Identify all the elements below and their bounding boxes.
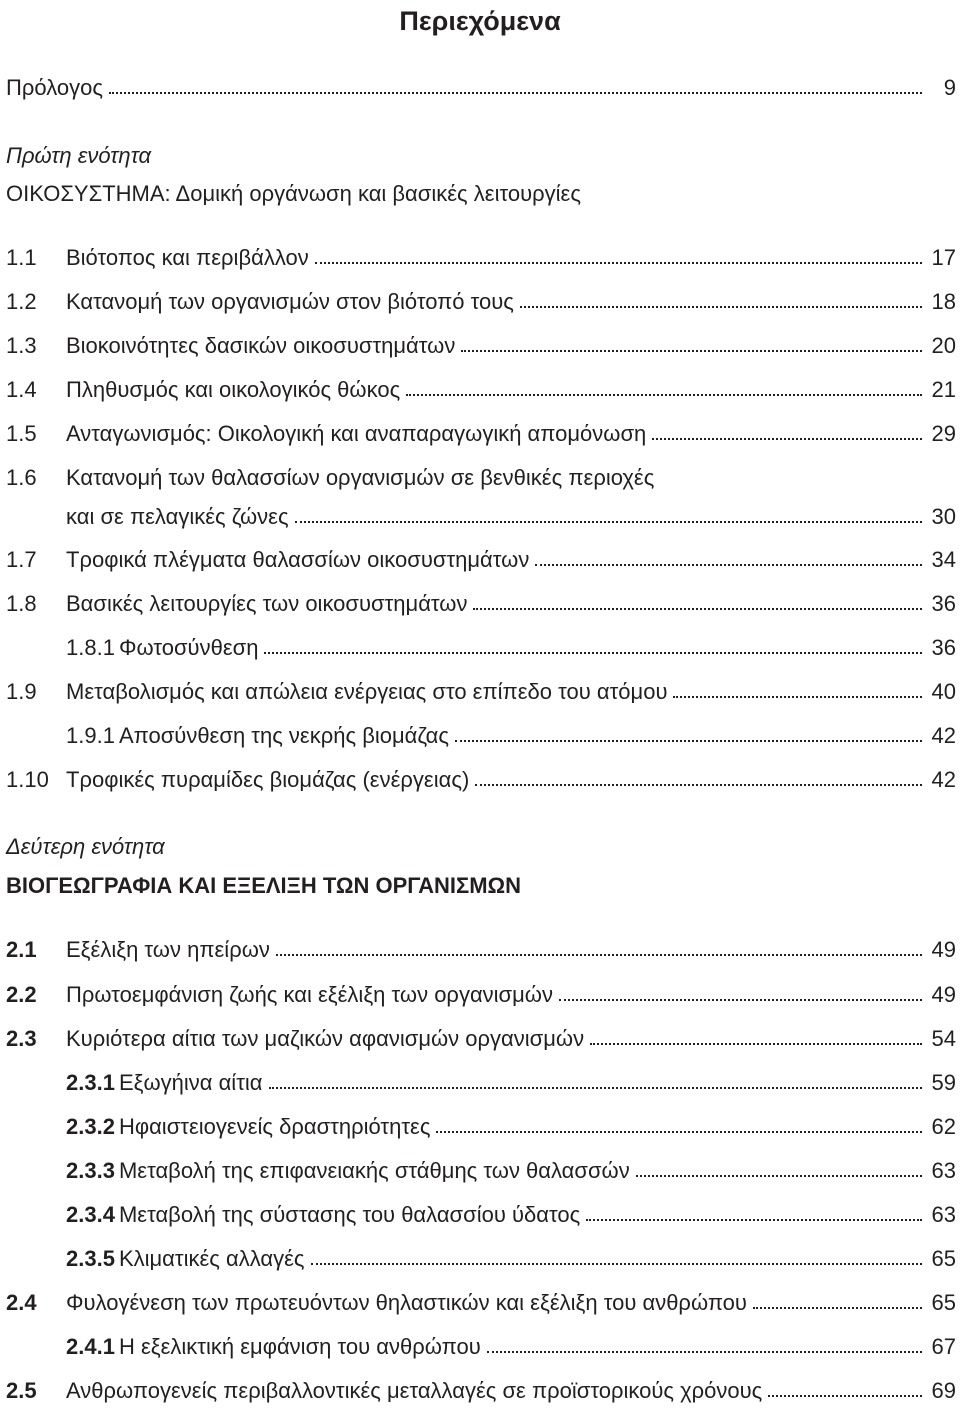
leader-dots (636, 1175, 922, 1177)
entry-text-continued: και σε πελαγικές ζώνες (66, 504, 289, 529)
leader-dots (311, 1263, 922, 1265)
entry-text: Αποσύνθεση της νεκρής βιομάζας (118, 723, 449, 748)
toc-entry[interactable] (6, 243, 956, 273)
entry-page: 29 (931, 421, 956, 446)
entry-number: 1.9.1 (66, 723, 115, 748)
entry-number: 2.3.4 (66, 1202, 115, 1227)
entry-text: Ανθρωπογενείς περιβαλλοντικές μεταλλαγές σε προϊστορικούς χρόνους (66, 1378, 763, 1403)
entry-page: 49 (931, 937, 956, 962)
toc-subentry[interactable] (6, 1156, 956, 1186)
leader-dots (315, 262, 922, 264)
entry-number: 2.1 (6, 937, 37, 962)
entry-number: 2.3.1 (66, 1070, 115, 1095)
leader-dots (406, 394, 922, 396)
entry-text: Τροφικά πλέγματα θαλασσίων οικοσυστημάτων (66, 547, 530, 572)
toc-entry[interactable] (6, 765, 956, 795)
leader-dots (535, 564, 922, 566)
leader-dots (461, 350, 922, 352)
entry-page: 21 (931, 377, 956, 402)
entry-number: 1.8.1 (66, 635, 115, 660)
entry-text: Μεταβολή της επιφανειακής στάθμης των θαλασσών (118, 1158, 630, 1183)
entry-number: 1.2 (6, 289, 37, 314)
entry-page: 42 (931, 767, 956, 792)
entry-text: Πρωτοεμφάνιση ζωής και εξέλιξη των οργανισμών (66, 982, 553, 1007)
entry-page: 63 (931, 1158, 956, 1183)
entry-page: 62 (931, 1114, 956, 1139)
leader-dots (295, 521, 922, 523)
entry-number: 1.10 (6, 767, 49, 792)
entry-number: 1.4 (6, 377, 37, 402)
entry-number: 2.3.2 (66, 1114, 115, 1139)
entry-text: Βιότοπος και περιβάλλον (66, 245, 309, 270)
toc-entry-continuation[interactable] (6, 502, 956, 532)
entry-text: Φωτοσύνθεση (118, 635, 259, 660)
section-1-title: ΟΙΚΟΣΥΣΤΗΜΑ: Δομική οργάνωση και βασικές λειτουργίες (6, 181, 581, 206)
entry-text: Πρόλογος (6, 75, 103, 100)
entry-text: Εξωγήινα αίτια (118, 1070, 263, 1095)
leader-dots (590, 1043, 922, 1045)
entry-number: 1.7 (6, 547, 37, 572)
toc-entry[interactable] (6, 331, 956, 361)
toc-entry-first-line[interactable] (6, 463, 956, 493)
toc-entry[interactable] (6, 589, 956, 619)
entry-number: 2.5 (6, 1378, 37, 1403)
entry-page: 54 (931, 1026, 956, 1051)
entry-number: 2.4 (6, 1290, 37, 1315)
entry-page: 65 (931, 1290, 956, 1315)
toc-entry[interactable] (6, 1376, 956, 1406)
toc-subentry[interactable] (6, 1332, 956, 1362)
leader-dots (586, 1219, 922, 1221)
toc-subentry[interactable] (6, 1068, 956, 1098)
toc-subentry[interactable] (6, 721, 956, 751)
entry-text: Βιοκοινότητες δασικών οικοσυστημάτων (66, 333, 456, 358)
entry-page: 20 (931, 333, 956, 358)
leader-dots (269, 1087, 923, 1089)
leader-dots (109, 92, 922, 94)
entry-text: Μεταβολή της σύστασης του θαλασσίου ύδατος (118, 1202, 581, 1227)
leader-dots (673, 696, 922, 698)
entry-number: 2.3.5 (66, 1246, 115, 1271)
entry-page: 17 (931, 245, 956, 270)
toc-entry[interactable] (6, 935, 956, 965)
entry-number: 1.5 (6, 421, 37, 446)
toc-entry[interactable] (6, 677, 956, 707)
leader-dots (436, 1131, 922, 1133)
entry-text: Πληθυσμός και οικολογικός θώκος (66, 377, 401, 402)
entry-page: 9 (943, 75, 956, 100)
entry-number: 2.2 (6, 982, 37, 1007)
entry-number: 1.8 (6, 591, 37, 616)
page-title: Περιεχόμενα (399, 6, 561, 36)
entry-page: 59 (931, 1070, 956, 1095)
toc-entry[interactable] (6, 545, 956, 575)
entry-text: Ηφαιστειογενείς δραστηριότητες (118, 1114, 431, 1139)
entry-text: Εξέλιξη των ηπείρων (66, 937, 270, 962)
entry-text: Η εξελικτική εμφάνιση του ανθρώπου (118, 1334, 481, 1359)
entry-page: 36 (931, 591, 956, 616)
entry-number: 1.6 (6, 465, 37, 490)
toc-entry[interactable] (6, 1024, 956, 1054)
entry-text: Κατανομή των οργανισμών στον βιότοπό τους (66, 289, 514, 314)
toc-entry-prologue[interactable] (6, 73, 956, 103)
toc-subentry[interactable] (6, 1112, 956, 1142)
entry-page: 18 (931, 289, 956, 314)
entry-page: 36 (931, 635, 956, 660)
entry-page: 49 (931, 982, 956, 1007)
entry-number: 1.1 (6, 245, 37, 270)
section-2-label: Δεύτερη ενότητα (6, 834, 165, 859)
toc-subentry[interactable] (6, 633, 956, 663)
toc-subentry[interactable] (6, 1244, 956, 1274)
leader-dots (520, 306, 922, 308)
toc-entry[interactable] (6, 419, 956, 449)
entry-text: Κλιματικές αλλαγές (118, 1246, 305, 1271)
leader-dots (768, 1395, 922, 1397)
entry-number: 2.3.3 (66, 1158, 115, 1183)
section-2-title: ΒΙΟΓΕΩΓΡΑΦΙΑ ΚΑΙ ΕΞΕΛΙΞΗ ΤΩΝ ΟΡΓΑΝΙΣΜΩΝ (6, 873, 522, 898)
entry-text: Κυριότερα αίτια των μαζικών αφανισμών οργανισμών (66, 1026, 585, 1051)
entry-page: 42 (931, 723, 956, 748)
toc-entry[interactable] (6, 375, 956, 405)
toc-entry[interactable] (6, 980, 956, 1010)
leader-dots (475, 784, 922, 786)
leader-dots (276, 954, 922, 956)
entry-page: 69 (931, 1378, 956, 1403)
toc-subentry[interactable] (6, 1200, 956, 1230)
entry-text: Κατανομή των θαλασσίων οργανισμών σε βενθικές περιοχές (66, 465, 655, 490)
entry-text: Φυλογένεση των πρωτευόντων θηλαστικών και εξέλιξη του ανθρώπου (66, 1290, 747, 1315)
toc-entry[interactable] (6, 287, 956, 317)
leader-dots (652, 438, 922, 440)
entry-page: 30 (931, 504, 956, 529)
entry-text: Τροφικές πυραμίδες βιομάζας (ενέργειας) (66, 767, 470, 792)
entry-page: 34 (931, 547, 956, 572)
entry-number: 2.3 (6, 1026, 37, 1051)
entry-page: 63 (931, 1202, 956, 1227)
entry-number: 2.4.1 (66, 1334, 115, 1359)
entry-page: 40 (931, 679, 956, 704)
leader-dots (473, 608, 922, 610)
section-1-label: Πρώτη ενότητα (6, 143, 152, 168)
entry-number: 1.9 (6, 679, 37, 704)
leader-dots (487, 1351, 922, 1353)
entry-number: 1.3 (6, 333, 37, 358)
entry-page: 65 (931, 1246, 956, 1271)
entry-text: Μεταβολισμός και απώλεια ενέργειας στο επίπεδο του ατόμου (66, 679, 668, 704)
entry-page: 67 (931, 1334, 956, 1359)
leader-dots (264, 652, 922, 654)
entry-text: Βασικές λειτουργίες των οικοσυστημάτων (66, 591, 468, 616)
leader-dots (753, 1307, 922, 1309)
entry-text: Ανταγωνισμός: Οικολογική και αναπαραγωγική απομόνωση (66, 421, 647, 446)
leader-dots (559, 999, 922, 1001)
toc-entry[interactable] (6, 1288, 956, 1318)
leader-dots (455, 740, 922, 742)
